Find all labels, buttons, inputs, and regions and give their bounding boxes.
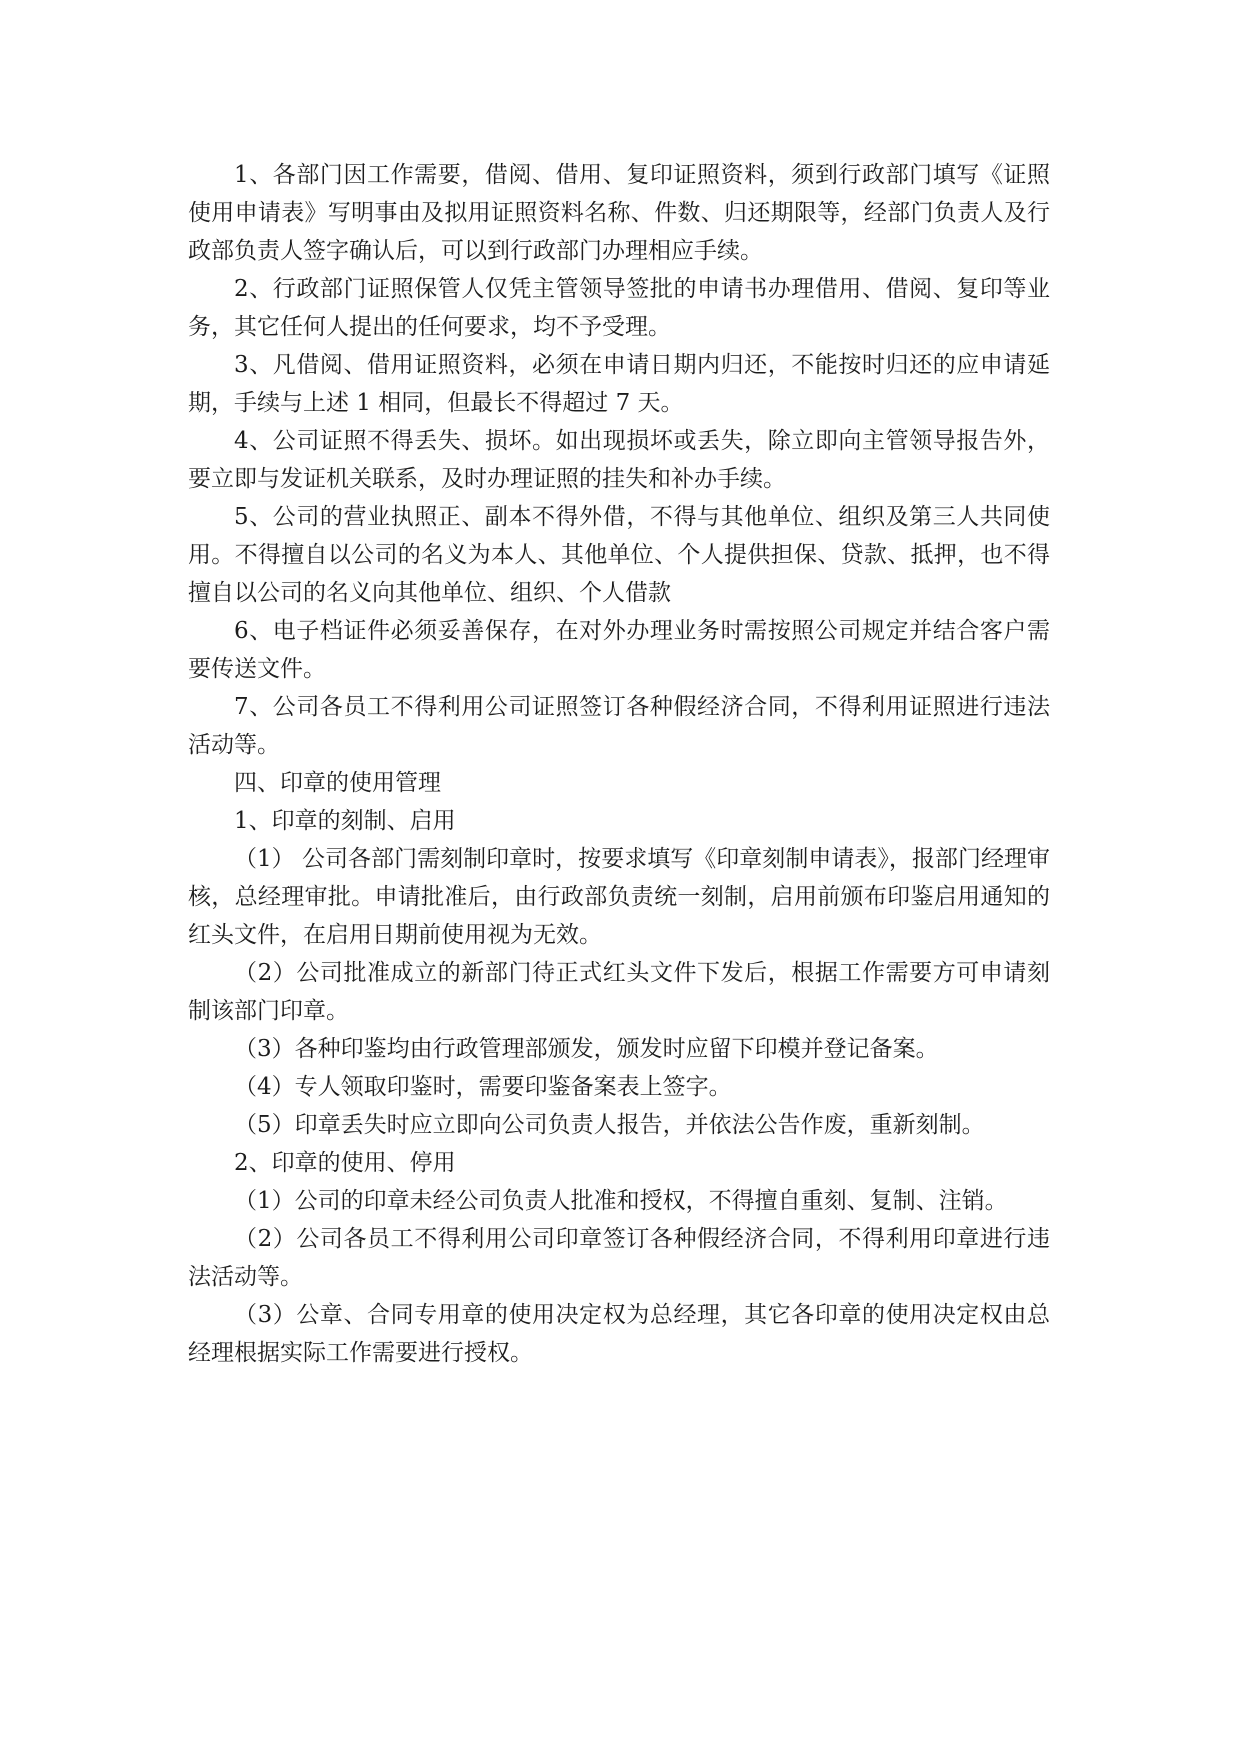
section-heading-seal-management: 四、印章的使用管理	[234, 770, 441, 796]
paragraph-cert-return-deadline: 3、凡借阅、借用证照资料，必须在申请日期内归还，不能按时归还的应申请延期，手续与上述 1 相同，但最长不得超过 7 天。	[188, 352, 1050, 416]
paragraph-cert-misuse: 7、公司各员工不得利用公司证照签订各种假经济合同，不得利用证照进行违法活动等。	[188, 694, 1050, 758]
paragraph-seal-loss: （5）印章丢失时应立即向公司负责人报告，并依法公告作废，重新刻制。	[234, 1112, 985, 1138]
paragraph-seal-issuance: （3）各种印鉴均由行政管理部颁发，颁发时应留下印模并登记备案。	[234, 1036, 939, 1062]
paragraph-seal-collection: （4）专人领取印鉴时，需要印鉴备案表上签字。	[234, 1074, 732, 1100]
paragraph-seal-misuse: （2）公司各员工不得利用公司印章签订各种假经济合同，不得利用印章进行违法活动等。	[188, 1226, 1050, 1290]
subheading-seal-making: 1、印章的刻制、启用	[234, 808, 456, 834]
paragraph-seal-decision-authority: （3）公章、合同专用章的使用决定权为总经理，其它各印章的使用决定权由总经理根据实际工作需要进行授权。	[188, 1302, 1050, 1366]
document-body	[188, 156, 1050, 1372]
paragraph-new-dept-seal: （2）公司批准成立的新部门待正式红头文件下发后，根据工作需要方可申请刻制该部门印章。	[188, 960, 1050, 1024]
paragraph-electronic-certs: 6、电子档证件必须妥善保存，在对外办理业务时需按照公司规定并结合客户需要传送文件。	[188, 618, 1050, 682]
paragraph-seal-authorization: （1）公司的印章未经公司负责人批准和授权，不得擅自重刻、复制、注销。	[234, 1188, 1008, 1214]
paragraph-business-license-rules: 5、公司的营业执照正、副本不得外借，不得与其他单位、组织及第三人共同使用。不得擅自以公司的名义为本人、其他单位、个人提供担保、贷款、抵押，也不得擅自以公司的名义向其他单位、组织、个人借款	[188, 504, 1050, 606]
paragraph-cert-loss-damage: 4、公司证照不得丢失、损坏。如出现损坏或丢失，除立即向主管领导报告外，要立即与发证机关联系，及时办理证照的挂失和补办手续。	[188, 428, 1050, 492]
paragraph-cert-borrow-procedure: 1、各部门因工作需要，借阅、借用、复印证照资料，须到行政部门填写《证照使用申请表》写明事由及拟用证照资料名称、件数、归还期限等，经部门负责人及行政部负责人签字确认后，可以到行政部门办理相应手续。	[188, 162, 1050, 264]
subheading-seal-usage: 2、印章的使用、停用	[234, 1150, 456, 1176]
paragraph-seal-making-request: （1） 公司各部门需刻制印章时，按要求填写《印章刻制申请表》，报部门经理审核，总经理审批。申请批准后，由行政部负责统一刻制，启用前颁布印鉴启用通知的红头文件，在启用日期前使用视为无效。	[188, 846, 1050, 948]
paragraph-cert-keeper-approval: 2、行政部门证照保管人仅凭主管领导签批的申请书办理借用、借阅、复印等业务，其它任何人提出的任何要求，均不予受理。	[188, 276, 1050, 340]
